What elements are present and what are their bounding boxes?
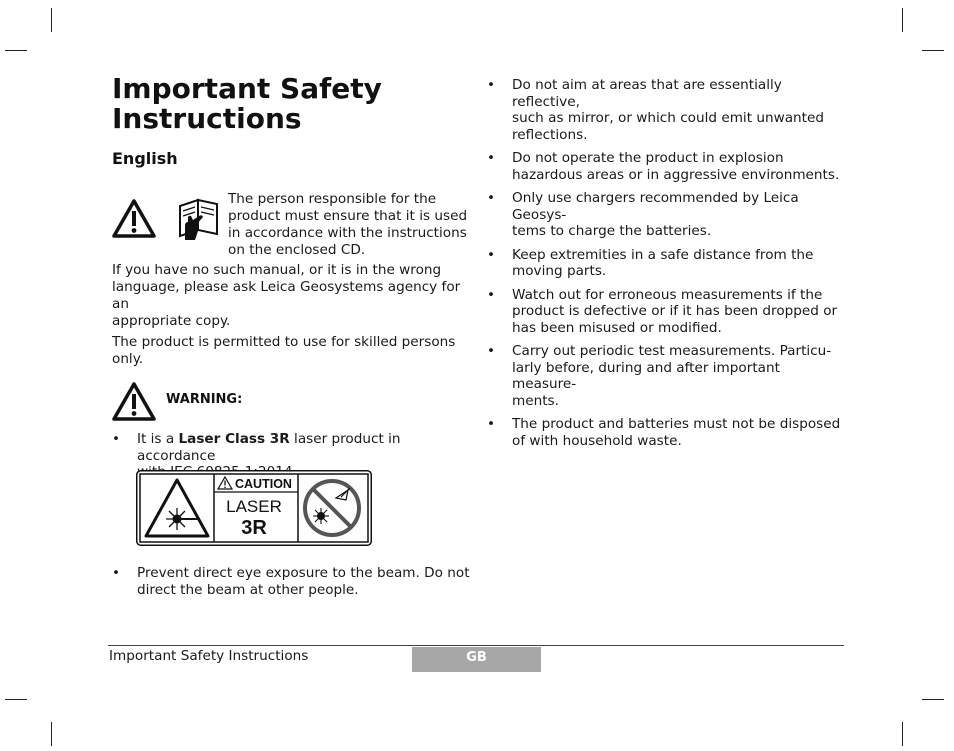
text-line: Prevent direct eye exposure to the beam. Do not [137,565,470,581]
bullet-symbol: • [486,150,496,166]
page-title [112,74,472,134]
list-item [486,343,846,409]
text-line: product is defective or if it has been dropped or [512,303,838,319]
bullet-symbol: • [111,565,121,581]
text-line: Carry out periodic test measurements. Particu- [512,343,832,359]
bullet-symbol: • [486,190,496,206]
laser-class-number: 3R [241,517,267,539]
text-line: The person responsible for the [228,191,437,207]
crop-mark [5,699,27,700]
text-line: larly before, during and after important measure- [512,359,780,392]
text-line: reflections. [512,126,588,143]
text-line: Do not aim at areas that are essentially reflective, [512,77,782,110]
title-line: Instructions [112,102,302,135]
language-tab: GB [412,647,541,672]
text-line: of with household waste. [512,432,682,449]
warning-triangle-icon [112,198,156,238]
crop-mark [5,50,27,51]
text-line: on the enclosed CD. [228,242,366,258]
crop-mark [902,722,903,746]
bullet-symbol: • [486,246,496,263]
text-line: in accordance with the instructions [228,225,467,241]
laser-class-text: Laser Class 3R [178,431,290,447]
text-line: direct the beam at other people. [137,581,359,598]
text-line: moving parts. [512,263,607,279]
text-line: tems to charge the batteries. [512,223,712,239]
permitted-note [112,334,472,368]
list-item [486,247,846,280]
bullet-symbol: • [486,416,496,432]
footer-divider [108,645,844,646]
language-heading: English [112,149,178,168]
text-line: It is a [137,431,179,447]
bullet-symbol: • [486,286,496,303]
list-item [486,77,846,143]
crop-mark [922,50,944,51]
text-line: Watch out for erroneous measurements if the [512,286,823,303]
text-line: If you have no such manual, or it is in the wrong [112,262,442,278]
crop-mark [51,722,52,746]
text-line: appropriate copy. [112,313,231,329]
text-line: ments. [512,392,559,409]
text-line: product must ensure that it is used [228,208,468,224]
bullet-symbol: • [111,431,121,447]
caution-text: CAUTION [235,477,292,491]
footer-title: Important Safety Instructions [109,648,309,664]
text-line: hazardous areas or in aggressive environments. [512,166,840,183]
text-line: Only use chargers recommended by Leica Geosys- [512,190,799,223]
warning-label: WARNING: [166,392,243,407]
text-line: Keep extremities in a safe distance from the [512,246,814,263]
eye-exposure-list [111,565,471,598]
safety-rules-list [486,77,846,456]
list-item [486,287,846,337]
crop-mark [51,8,52,32]
list-item [486,416,846,449]
bullet-symbol: • [486,77,496,93]
warning-triangle-icon [112,381,156,421]
list-item [486,150,846,183]
text-line: The product and batteries must not be disposed [512,416,841,432]
manual-note [228,191,468,259]
list-item [486,190,846,240]
text-line: only. [112,351,144,367]
crop-mark [922,699,944,700]
text-line: language, please ask Leica Geosystems agency for an [112,279,461,312]
text-line: has been misused or modified. [512,319,722,336]
no-direct-view-icon [305,481,359,535]
title-line: Important Safety [112,72,382,105]
no-manual-note [112,262,472,330]
laser-text: LASER [226,497,282,516]
text-line: The product is permitted to use for skilled persons [112,334,456,350]
text-line: Do not operate the product in explosion [512,150,784,166]
read-manual-icon [177,196,221,240]
list-item [111,565,471,598]
bullet-symbol: • [486,343,496,359]
crop-mark [902,8,903,32]
laser-class-label [136,470,372,546]
text-line: laser product in accordance [137,431,401,464]
text-line: such as mirror, or which could emit unwanted [512,110,824,126]
